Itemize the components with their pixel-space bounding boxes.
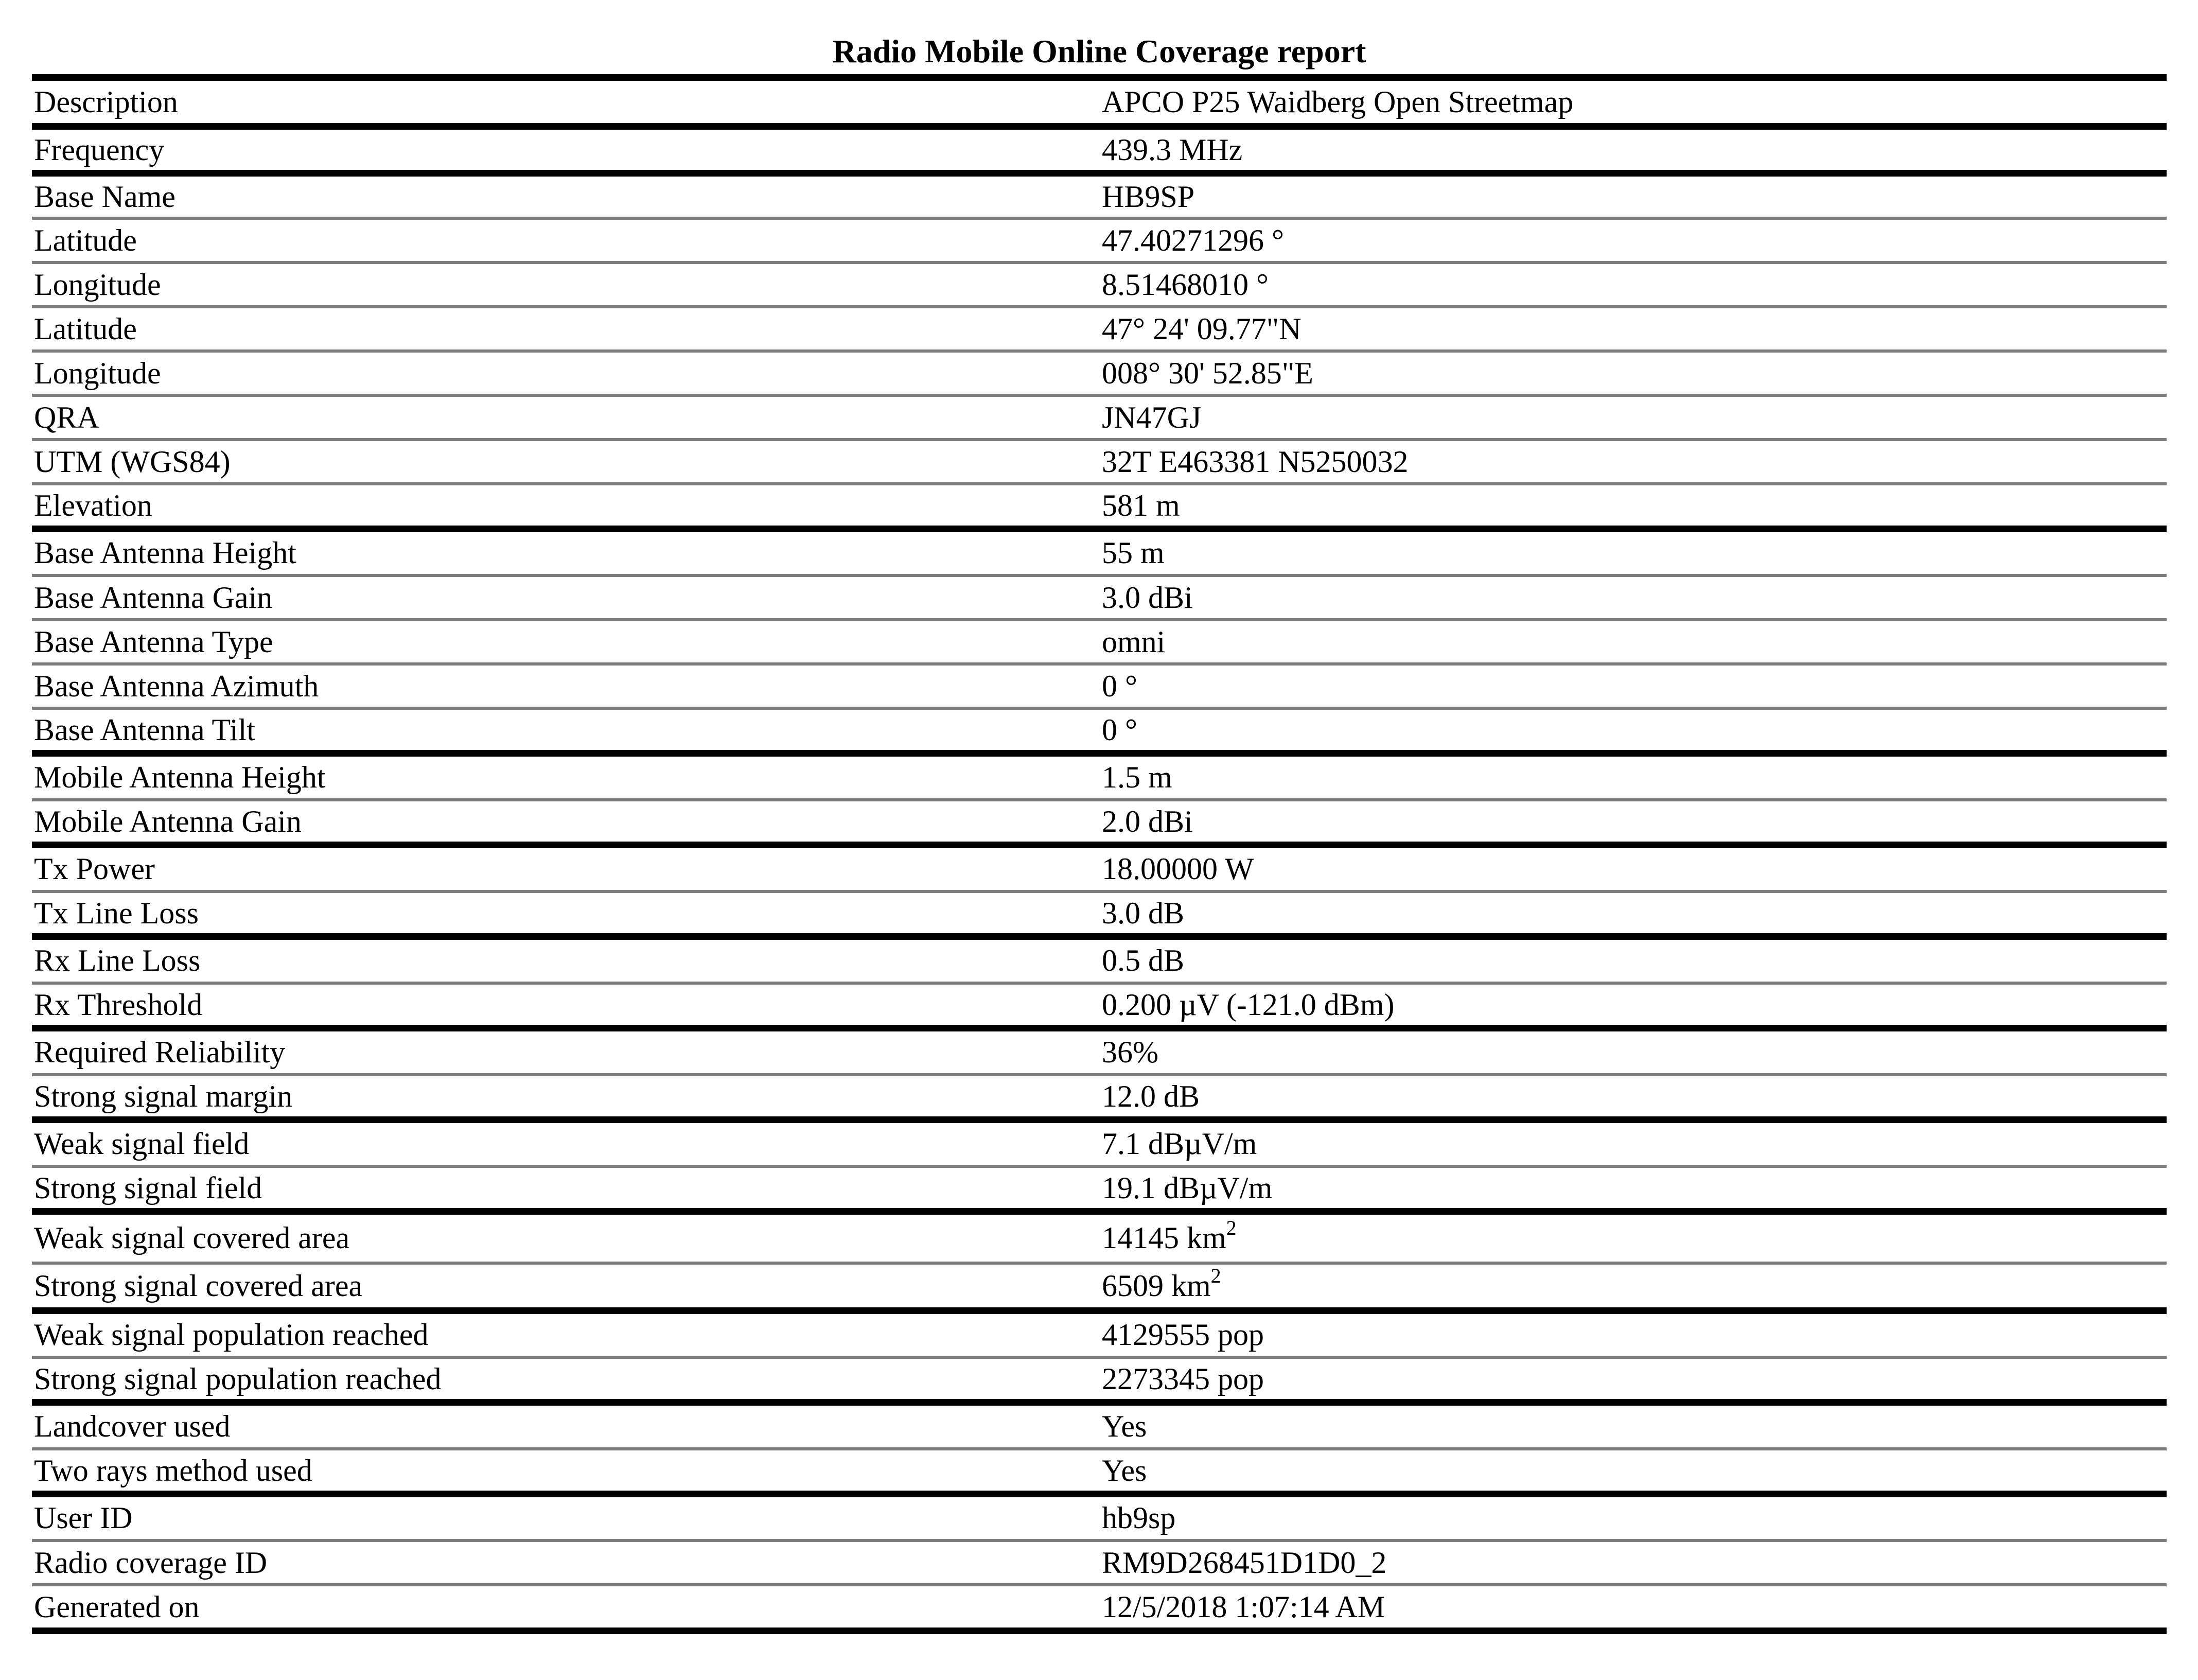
row-value: 8.51468010 °: [1102, 267, 1269, 302]
row-value: 0 °: [1102, 712, 1137, 747]
table-row: [32, 1542, 2167, 1586]
table-row: [32, 801, 2167, 848]
table-row: [32, 1314, 2167, 1359]
row-label: Base Antenna Gain: [34, 580, 273, 615]
table-row: [32, 264, 2167, 308]
row-label: Tx Line Loss: [34, 896, 199, 930]
row-value: 1.5 m: [1102, 760, 1172, 794]
row-label: Mobile Antenna Height: [34, 760, 326, 794]
row-value: 19.1 dBµV/m: [1102, 1170, 1273, 1205]
row-label: Strong signal margin: [34, 1079, 293, 1113]
table-row: [32, 1123, 2167, 1168]
table-row: [32, 577, 2167, 621]
table-row: [32, 940, 2167, 985]
row-value: 18.00000 W: [1102, 852, 1254, 886]
row-label: Base Antenna Tilt: [34, 712, 256, 747]
row-value: 2.0 dBi: [1102, 804, 1193, 838]
table-row: [32, 485, 2167, 532]
row-label: Rx Line Loss: [34, 943, 201, 977]
row-value: HB9SP: [1102, 179, 1195, 214]
row-value: 36%: [1102, 1035, 1158, 1069]
table-row: [32, 1497, 2167, 1542]
row-value: JN47GJ: [1102, 400, 1202, 434]
row-label: QRA: [34, 400, 99, 434]
row-value: APCO P25 Waidberg Open Streetmap: [1102, 84, 1574, 119]
row-value: 55 m: [1102, 536, 1165, 570]
table-row: [32, 848, 2167, 893]
report-title: Radio Mobile Online Coverage report: [832, 33, 1366, 69]
row-label: Weak signal population reached: [34, 1318, 429, 1352]
row-value: 581 m: [1102, 488, 1180, 522]
table-row: [32, 710, 2167, 757]
row-label: Strong signal field: [34, 1170, 262, 1205]
row-label: Base Antenna Height: [34, 536, 296, 570]
row-label: Base Antenna Azimuth: [34, 669, 319, 703]
row-label: Tx Power: [34, 852, 155, 886]
row-value: 4129555 pop: [1102, 1318, 1264, 1352]
row-label: Elevation: [34, 488, 152, 522]
row-label: Required Reliability: [34, 1035, 286, 1069]
row-value: RM9D268451D1D0_2: [1102, 1545, 1387, 1580]
row-label: Base Name: [34, 179, 175, 214]
table-row: [32, 308, 2167, 353]
row-value: 7.1 dBµV/m: [1102, 1127, 1257, 1161]
row-value: 439.3 MHz: [1102, 132, 1243, 167]
row-label: Two rays method used: [34, 1453, 312, 1487]
table-row: [32, 441, 2167, 485]
row-label: UTM (WGS84): [34, 444, 231, 479]
row-value: 14145 $km^2$: [1102, 1216, 1237, 1255]
row-label: Landcover used: [34, 1409, 231, 1443]
superscript: 2: [1226, 1216, 1237, 1239]
row-value: 12.0 dB: [1102, 1079, 1200, 1113]
row-label: Strong signal population reached: [34, 1361, 442, 1396]
row-label: Mobile Antenna Gain: [34, 804, 302, 838]
table-row: [32, 397, 2167, 441]
row-label: Longitude: [34, 267, 161, 302]
table-row: [32, 1031, 2167, 1076]
table-row: [32, 177, 2167, 220]
table-row: [32, 1265, 2167, 1314]
table-row: [32, 985, 2167, 1031]
row-label: Radio coverage ID: [34, 1545, 268, 1580]
row-value: 12/5/2018 1:07:14 AM: [1102, 1589, 1385, 1624]
row-label: Description: [34, 84, 178, 119]
row-value: 6509 $km^2$: [1102, 1264, 1221, 1303]
row-label: Weak signal field: [34, 1127, 250, 1161]
row-value: 47.40271296 °: [1102, 223, 1284, 257]
row-value: Yes: [1102, 1409, 1147, 1443]
report-table: [32, 74, 2167, 1634]
table-row: [32, 1450, 2167, 1497]
coverage-report: [32, 29, 2167, 1634]
table-row: [32, 757, 2167, 801]
row-value: 0.200 µV (-121.0 dBm): [1102, 987, 1395, 1022]
table-row: [32, 81, 2167, 130]
row-label: Latitude: [34, 311, 137, 346]
row-value: 3.0 dB: [1102, 896, 1185, 930]
row-label: Generated on: [34, 1589, 200, 1624]
table-row: [32, 532, 2167, 577]
table-row: [32, 130, 2167, 177]
table-row: [32, 1168, 2167, 1215]
row-label: Strong signal covered area: [34, 1269, 363, 1303]
row-value: omni: [1102, 624, 1166, 659]
row-value: 0 °: [1102, 669, 1137, 703]
superscript: 2: [1210, 1264, 1221, 1287]
row-value: Yes: [1102, 1453, 1147, 1487]
row-value: hb9sp: [1102, 1501, 1176, 1535]
table-row: [32, 1076, 2167, 1123]
table-row: [32, 220, 2167, 264]
table-row: [32, 666, 2167, 710]
row-label: Frequency: [34, 132, 165, 167]
row-label: Weak signal covered area: [34, 1221, 350, 1255]
row-value: 008° 30' 52.85"E: [1102, 356, 1313, 390]
table-row: [32, 1359, 2167, 1406]
row-label: Longitude: [34, 356, 161, 390]
table-row: [32, 1406, 2167, 1450]
table-row: [32, 353, 2167, 397]
row-value: 47° 24' 09.77"N: [1102, 311, 1302, 346]
table-row: [32, 1215, 2167, 1265]
row-label: Rx Threshold: [34, 987, 203, 1022]
table-row: [32, 621, 2167, 666]
row-label: Latitude: [34, 223, 137, 257]
row-label: User ID: [34, 1501, 133, 1535]
row-value: 3.0 dBi: [1102, 580, 1193, 615]
row-value: 0.5 dB: [1102, 943, 1185, 977]
row-label: Base Antenna Type: [34, 624, 273, 659]
row-value: 2273345 pop: [1102, 1361, 1264, 1396]
row-value: 32T E463381 N5250032: [1102, 444, 1409, 479]
table-row: [32, 1586, 2167, 1634]
table-row: [32, 893, 2167, 940]
